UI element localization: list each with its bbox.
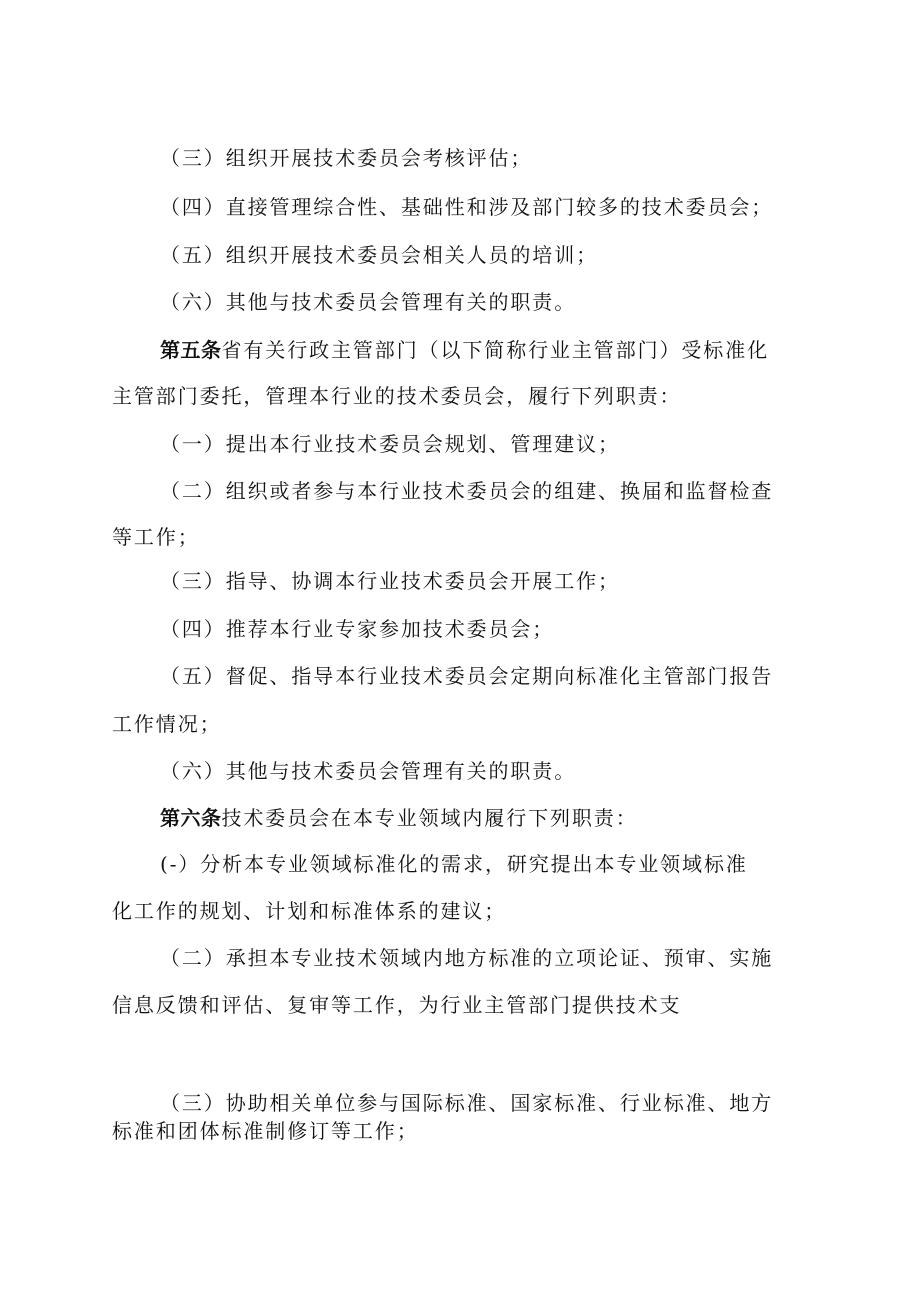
paragraph-item: （三）指导、协调本行业技术委员会开展工作；	[160, 569, 620, 593]
paragraph-item: （四）推荐本行业专家参加技术委员会；	[160, 617, 555, 641]
paragraph-item: （二）承担本专业技术领域内地方标准的立项论证、预审、实施	[160, 946, 774, 970]
paragraph-item: （四）直接管理综合性、基础性和涉及部门较多的技术委员会；	[160, 195, 774, 219]
article-five-text: 省有关行政主管部门（以下简称行业主管部门）受标准化	[221, 338, 769, 362]
paragraph-item: (-）分析本专业领域标准化的需求，研究提出本专业领域标准	[160, 852, 748, 876]
paragraph-item: （六）其他与技术委员会管理有关的职责。	[160, 759, 577, 783]
paragraph-item: （六）其他与技术委员会管理有关的职责。	[160, 290, 577, 314]
article-six-heading: 第六条	[160, 806, 222, 830]
paragraph-continuation: 主管部门委托，管理本行业的技术委员会，履行下列职责：	[112, 384, 682, 408]
paragraph-item: （二）组织或者参与本行业技术委员会的组建、换届和监督检查	[160, 479, 774, 503]
article-five-heading: 第五条	[160, 338, 222, 362]
paragraph-item: （五）组织开展技术委员会相关人员的培训；	[160, 243, 598, 267]
paragraph-item: （五）督促、指导本行业技术委员会定期向标准化主管部门报告	[160, 664, 774, 688]
article-five-paragraph	[160, 336, 812, 364]
paragraph-item: （三）组织开展技术委员会考核评估；	[160, 146, 533, 170]
paragraph-item: （一）提出本行业技术委员会规划、管理建议；	[160, 432, 620, 456]
paragraph-continuation: 等工作；	[112, 525, 200, 549]
article-six-text: 技术委员会在本专业领域内履行下列职责：	[221, 806, 638, 830]
paragraph-continuation: 信息反馈和评估、复审等工作，为行业主管部门提供技术支	[112, 993, 682, 1017]
paragraph-continuation: 工作情况；	[112, 712, 222, 736]
paragraph-continuation: 化工作的规划、计划和标准体系的建议；	[112, 899, 507, 923]
paragraph-continuation: 标准和团体标准制修订等工作；	[112, 1119, 419, 1143]
article-six-paragraph	[160, 804, 812, 832]
paragraph-item: （三）协助相关单位参与国际标准、国家标准、行业标准、地方	[160, 1091, 774, 1115]
